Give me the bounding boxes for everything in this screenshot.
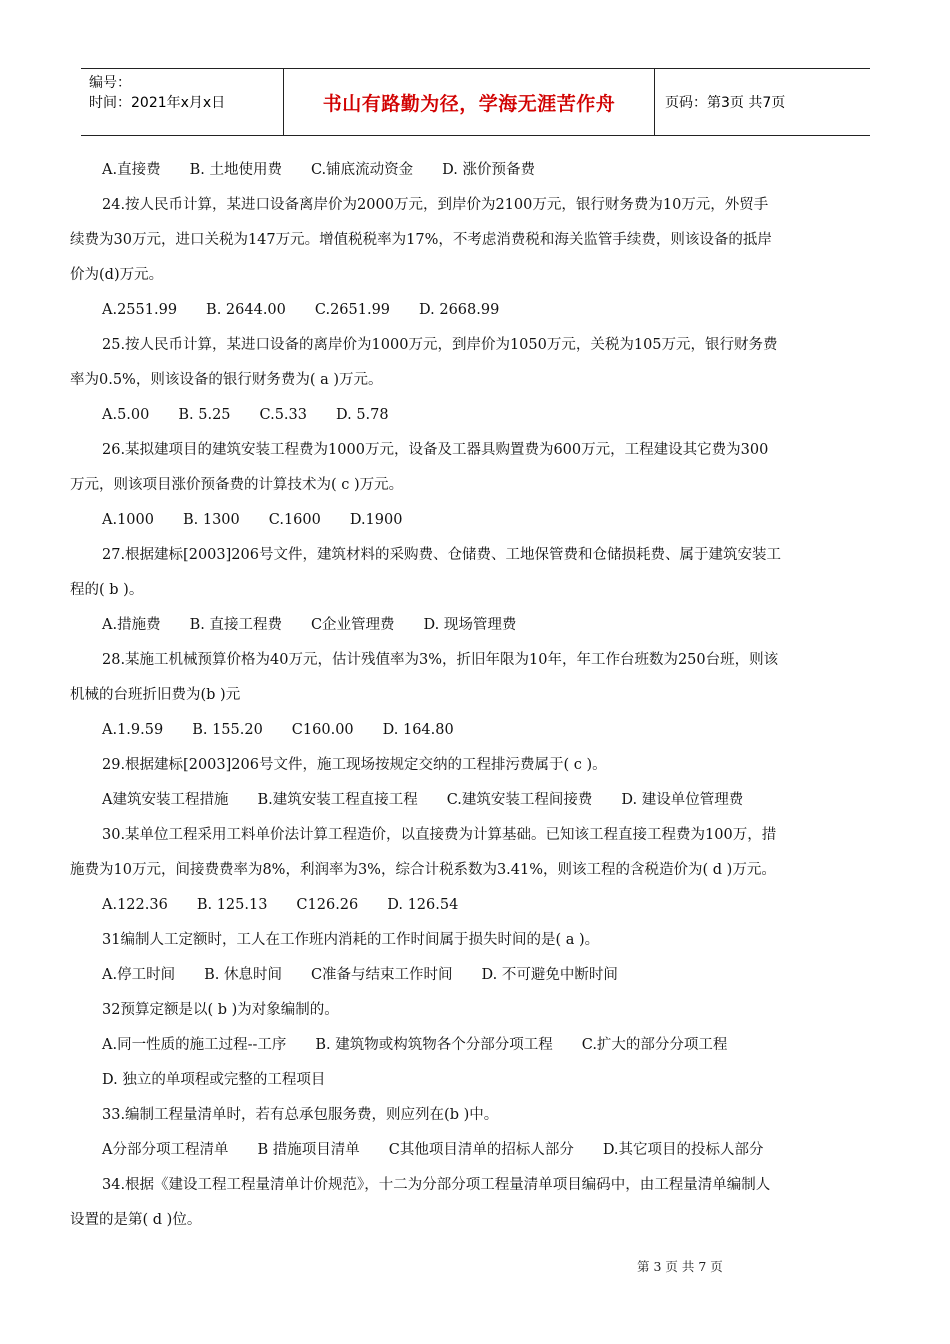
header-page-info-cell — [655, 69, 870, 135]
page-header — [81, 68, 870, 136]
text-line: 设置的是第( d )位。 — [70, 1212, 202, 1228]
page-info: 页码：第3页 共7页 — [665, 95, 786, 111]
text-line: A.1.9.59 B. 155.20 C160.00 D. 164.80 — [102, 722, 454, 738]
text-line: 34.根据《建设工程工程量清单计价规范》，十二为分部分项工程量清单项目编码中，由工程量清单编制人 — [102, 1177, 771, 1193]
text-line: 26.某拟建项目的建筑安装工程费为1000万元，设备及工器具购置费为600万元，工程建设其它费为300 — [102, 442, 769, 458]
serial-label: 编号： — [89, 75, 131, 91]
text-line: 率为0.5%，则该设备的银行财务费为( a )万元。 — [70, 372, 383, 388]
text-line: A.同一性质的施工过程--工序 B. 建筑物或构筑物各个分部分项工程 C.扩大的部分分项工程 — [102, 1037, 728, 1053]
text-line: A.1000 B. 1300 C.1600 D.1900 — [102, 512, 403, 528]
text-line: A分部分项工程清单 B 措施项目清单 C其他项目清单的招标人部分 D.其它项目的投标人部分 — [102, 1142, 764, 1158]
motto-text: 书山有路勤为径，学海无涯苦作舟 — [322, 92, 616, 115]
text-line: 程的( b )。 — [70, 582, 144, 598]
text-line: 25.按人民币计算，某进口设备的离岸价为1000万元，到岸价为1050万元，关税为105万元，银行财务费 — [102, 337, 778, 353]
text-line: A.5.00 B. 5.25 C.5.33 D. 5.78 — [102, 407, 389, 423]
text-line: 28.某施工机械预算价格为40万元，估计残值率为3%，折旧年限为10年，年工作台班数为250台班，则该 — [102, 652, 779, 668]
text-line: A建筑安装工程措施 B.建筑安装工程直接工程 C.建筑安装工程间接费 D. 建设单位管理费 — [102, 792, 744, 808]
header-meta — [81, 69, 283, 135]
text-line: 24.按人民币计算，某进口设备离岸价为2000万元，到岸价为2100万元，银行财务费为10万元，外贸手 — [102, 197, 769, 213]
text-line: A.停工时间 B. 休息时间 C准备与结束工作时间 D. 不可避免中断时间 — [102, 967, 618, 983]
text-line: A.直接费 B. 土地使用费 C.铺底流动资金 D. 涨价预备费 — [102, 162, 535, 178]
text-line: 27.根据建标[2003]206号文件，建筑材料的采购费、仓储费、工地保管费和仓储损耗费、属于建筑安装工 — [102, 547, 781, 563]
document-body — [70, 153, 882, 1238]
text-line: 续费为30万元，进口关税为147万元。增值税税率为17%，不考虑消费税和海关监管手续费，则该设备的抵岸 — [70, 232, 772, 248]
text-line: A.2551.99 B. 2644.00 C.2651.99 D. 2668.99 — [102, 302, 500, 318]
text-line: 32预算定额是以( b )为对象编制的。 — [102, 1002, 339, 1018]
header-motto-cell — [283, 69, 655, 135]
time-label: 时间：2021年x月x日 — [89, 95, 226, 111]
text-line: D. 独立的单项程或完整的工程项目 — [102, 1072, 326, 1088]
text-line: 价为(d)万元。 — [70, 267, 164, 283]
text-line: 机械的台班折旧费为(b )元 — [70, 687, 241, 703]
text-line: 31编制人工定额时，工人在工作班内消耗的工作时间属于损失时间的是( a )。 — [102, 932, 600, 948]
text-line: 施费为10万元，间接费费率为8%，利润率为3%，综合计税系数为3.41%，则该工程的含税造价为( d )万元。 — [70, 862, 776, 878]
text-line: 万元，则该项目涨价预备费的计算技术为( c )万元。 — [70, 477, 404, 493]
text-line: 30.某单位工程采用工料单价法计算工程造价，以直接费为计算基础。已知该工程直接工程费为100万，措 — [102, 827, 777, 843]
footer-page-number: 第 3 页 共 7 页 — [637, 1259, 723, 1274]
text-line: 29.根据建标[2003]206号文件，施工现场按规定交纳的工程排污费属于( c )。 — [102, 757, 607, 773]
text-line: A.措施费 B. 直接工程费 C企业管理费 D. 现场管理费 — [102, 617, 517, 633]
text-line: 33.编制工程量清单时，若有总承包服务费，则应列在(b )中。 — [102, 1107, 499, 1123]
text-line: A.122.36 B. 125.13 C126.26 D. 126.54 — [102, 897, 459, 913]
